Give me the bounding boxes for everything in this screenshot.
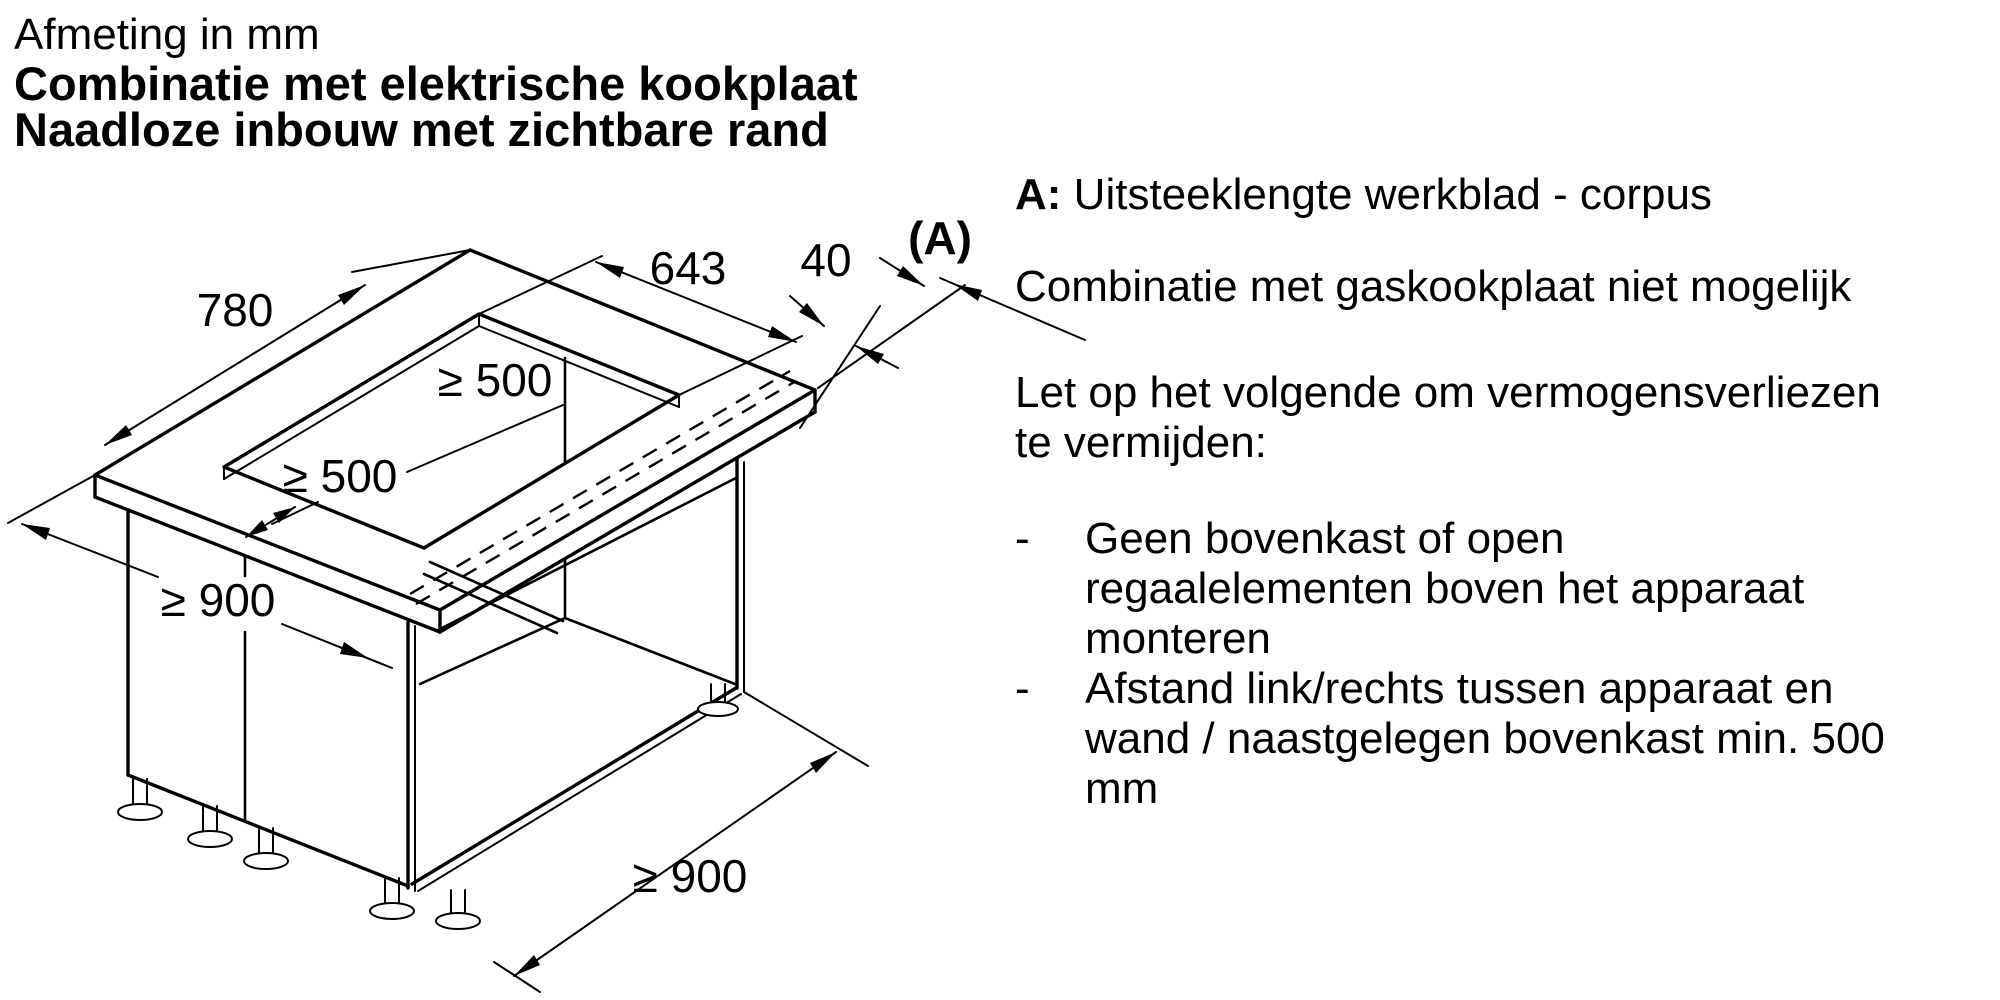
bullet2-line1: Afstand link/rechts tussen apparaat en <box>1085 664 1834 713</box>
clearance-upper-label: ≥ 500 <box>437 354 553 406</box>
bullet-marker: - <box>1015 514 1030 563</box>
bullet1-line3: monteren <box>1085 614 1271 663</box>
dimension-clearance-upper-500 <box>438 354 553 406</box>
dimension-overhang-A <box>818 212 1085 388</box>
width-bottom-label: ≥ 900 <box>632 850 748 902</box>
dimension-cutout-label: 643 <box>649 242 727 294</box>
legend-a-value: Uitsteeklengte werkblad - corpus <box>1061 170 1712 219</box>
height-left-label: ≥ 900 <box>160 574 276 626</box>
bullet1-line2: regaalelementen boven het apparaat <box>1085 564 1805 613</box>
units-note: Afmeting in mm <box>14 10 320 59</box>
bullet-no-upper-cabinet <box>1015 514 1804 664</box>
title-combination: Combinatie met elektrische kookplaat <box>14 57 858 110</box>
dimension-depth-label: 780 <box>196 284 274 336</box>
dimension-width-900-bottom <box>494 692 868 992</box>
warning-intro <box>1015 368 1881 468</box>
legend-a-key: A: <box>1015 170 1062 219</box>
warning-line-2: te vermijden: <box>1015 418 1267 467</box>
bullet1-line1: Geen bovenkast of open <box>1085 514 1565 563</box>
dimension-gap-40 <box>790 234 898 428</box>
installation-drawing <box>0 150 1100 1000</box>
dimension-overhang-label: (A) <box>908 212 972 264</box>
legend-a <box>1015 170 1712 220</box>
title-installation-type: Naadloze inbouw met zichtbare rand <box>14 103 829 156</box>
clearance-lower-label: ≥ 500 <box>282 450 398 502</box>
bullet2-line2: wand / naastgelegen bovenkast min. 500 <box>1085 714 1885 763</box>
bullet-side-clearance <box>1015 664 1885 814</box>
bullet2-line3: mm <box>1085 764 1159 813</box>
bullet-marker: - <box>1015 664 1030 713</box>
warning-line-1: Let op het volgende om vermogensverliezen <box>1015 368 1881 417</box>
gas-note: Combinatie met gaskookplaat niet mogelijk <box>1015 262 1852 311</box>
dimension-gap-label: 40 <box>800 234 852 286</box>
